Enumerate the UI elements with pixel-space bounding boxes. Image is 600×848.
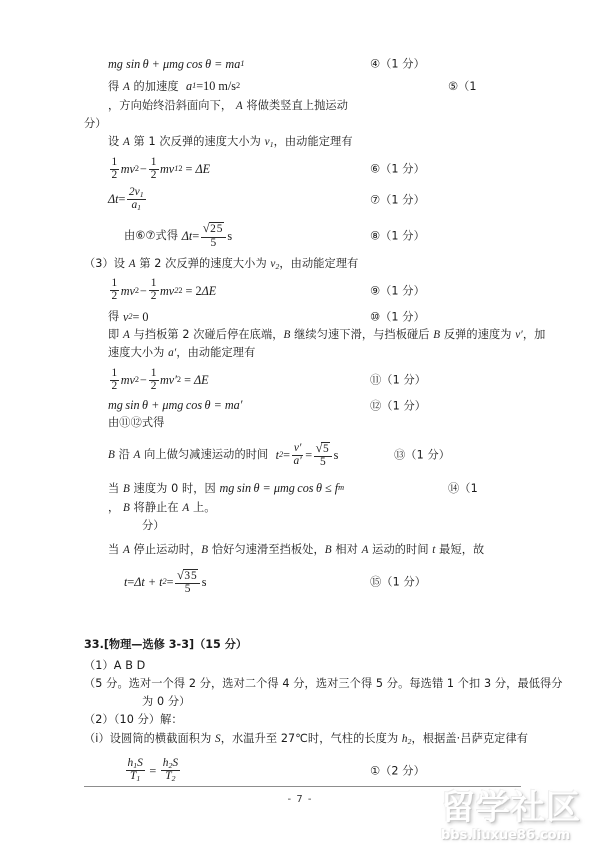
equation-row-9 — [84, 278, 520, 303]
equation-gay-lussac: $\frac{h_1S}{T_1}$ = $\frac{h_2S}{T_2}$ — [127, 757, 179, 784]
line-from-11-12: 由⑪⑫式得 — [108, 415, 165, 429]
equation-10: v 2 = 0 — [122, 310, 149, 325]
marker-8: ⑧（1 分） — [370, 229, 425, 243]
marker-4: ④（1 分） — [370, 57, 425, 71]
section-33-q2-header: （2）（10 分）解： — [84, 713, 183, 727]
line-collision-1: 即 A 与挡板第 2 次碰后停在底端，B 继续匀速下滑，与挡板碰后 B 反弹的速度为 v′，加 — [108, 328, 546, 342]
equation-row-q2-1 — [84, 758, 520, 784]
marker-9: ⑨（1 分） — [370, 284, 425, 298]
line-b-rest-cont: 分） — [142, 519, 165, 533]
equation-11: $\frac{1}{2}$ mv 2 − $\frac{1}{2}$ mv′ 2 = ΔE — [111, 366, 209, 392]
watermark-brand: 留学社区 — [441, 788, 581, 828]
equation-4: mg sin θ + μmg cos θ = ma 1 — [108, 56, 245, 71]
line-acceleration-a-cont: 分） — [84, 117, 107, 131]
equation-row-12 — [84, 398, 520, 414]
equation-row-7 — [84, 187, 520, 213]
equation-7: Δt = $\frac{2v_1}{a_1}$ — [108, 185, 144, 213]
marker-14: ⑭（1 — [448, 482, 478, 496]
section-33-q1-rule-line1: （5 分。选对一个得 2 分，选对二个得 4 分，选对三个得 5 分。每选错 1 个扣 3 分，最低得分 — [84, 677, 563, 691]
equation-a1-value: a 1 = 10 m/s 2 — [186, 79, 241, 93]
equation-12: mg sin θ + μmg cos θ = ma′ — [108, 398, 243, 413]
equation-9: $\frac{1}{2}$ mv 2 − $\frac{1}{2}$ mv 2 2 = 2 ΔE — [111, 277, 217, 303]
marker-11: ⑪（1 分） — [370, 373, 427, 387]
line-a-stops: 当 A 停止运动时，B 恰好匀速滑至挡板处，B 相对 A 运动的时间 t 最短，故 — [108, 542, 485, 556]
section-33-title: 33.[物理—选修 3-3]（15 分） — [84, 638, 248, 652]
section-33-q1-answer: （1）A B D — [84, 659, 146, 673]
marker-10: ⑩（1 分） — [370, 310, 425, 324]
marker-12: ⑫（1 分） — [370, 398, 427, 412]
equation-row-15 — [84, 569, 520, 596]
equation-8: Δt = √ 2 5 5 s — [181, 221, 233, 249]
condition-equation: mg sin θ = μmg cos θ ≤ f m — [219, 481, 345, 496]
line-b-rest: 当 B 速度为 0 时，因 mg sin θ = μmg cos θ ≤ f m ， B 将静止在 A 上。 ⑭（1 — [108, 481, 478, 515]
section-33-q2-i-text: （i）设圆筒的横截面积为 S，水温升至 27℃时，气柱的长度为 $h_2$，根据盖·吕萨克定律有 — [84, 731, 529, 746]
section-33-q1-rule-line2: 为 0 分） — [142, 695, 191, 709]
line-acceleration-a: 得 A 的加速度 a 1 = 10 m/s 2 ，方向始终沿斜面向下， A 将做类竖直上抛运动 ⑤（1 — [108, 79, 477, 113]
marker-7: ⑦（1 分） — [370, 193, 425, 207]
equation-row-8: 由⑥⑦式得 Δt = √ 2 5 5 s ⑧（1 分） — [124, 221, 425, 249]
marker-q2-1: ①（2 分） — [370, 764, 425, 778]
line-v1-setup: 设 A 第 1 次反弹的速度大小为 $v_1$，由动能定理有 — [108, 135, 353, 150]
line-part-3: （3）设 A 第 2 次反弹的速度大小为 $v_2$，由动能定理有 — [84, 256, 359, 271]
marker-13: ⑬（1 分） — [394, 448, 451, 462]
marker-15: ⑮（1 分） — [370, 575, 427, 589]
line-collision-2: 速度大小为 a′，由动能定理有 — [108, 346, 256, 360]
watermark-url: bbs.liuxue86.com — [441, 828, 571, 843]
marker-5: ⑤（1 — [448, 80, 477, 93]
equation-15: t = Δt + t 2 = √ 3 5 5 s — [124, 567, 207, 596]
footer-divider — [84, 786, 521, 787]
equation-row-11 — [84, 368, 520, 393]
equation-row-10: 得 v 2 = 0 ⑩（1 分） — [84, 308, 520, 326]
answer-key-body — [84, 56, 563, 784]
equation-6: $\frac{1}{2}$ mv 2 − $\frac{1}{2}$ mv 1 2 = ΔE — [111, 155, 211, 181]
equation-row-13: B 沿 A 向上做匀减速运动的时间 t 2 = $\frac{v'}{a'}$ = √ 5 5 s ⑬（1 分） — [108, 440, 451, 469]
marker-6: ⑥（1 分） — [370, 162, 425, 176]
equation-13: t 2 = $\frac{v'}{a'}$ = √ 5 5 s — [275, 440, 339, 469]
page-number: - 7 - — [287, 794, 313, 805]
equation-row-6 — [84, 157, 520, 182]
equation-row-4 — [84, 56, 520, 72]
